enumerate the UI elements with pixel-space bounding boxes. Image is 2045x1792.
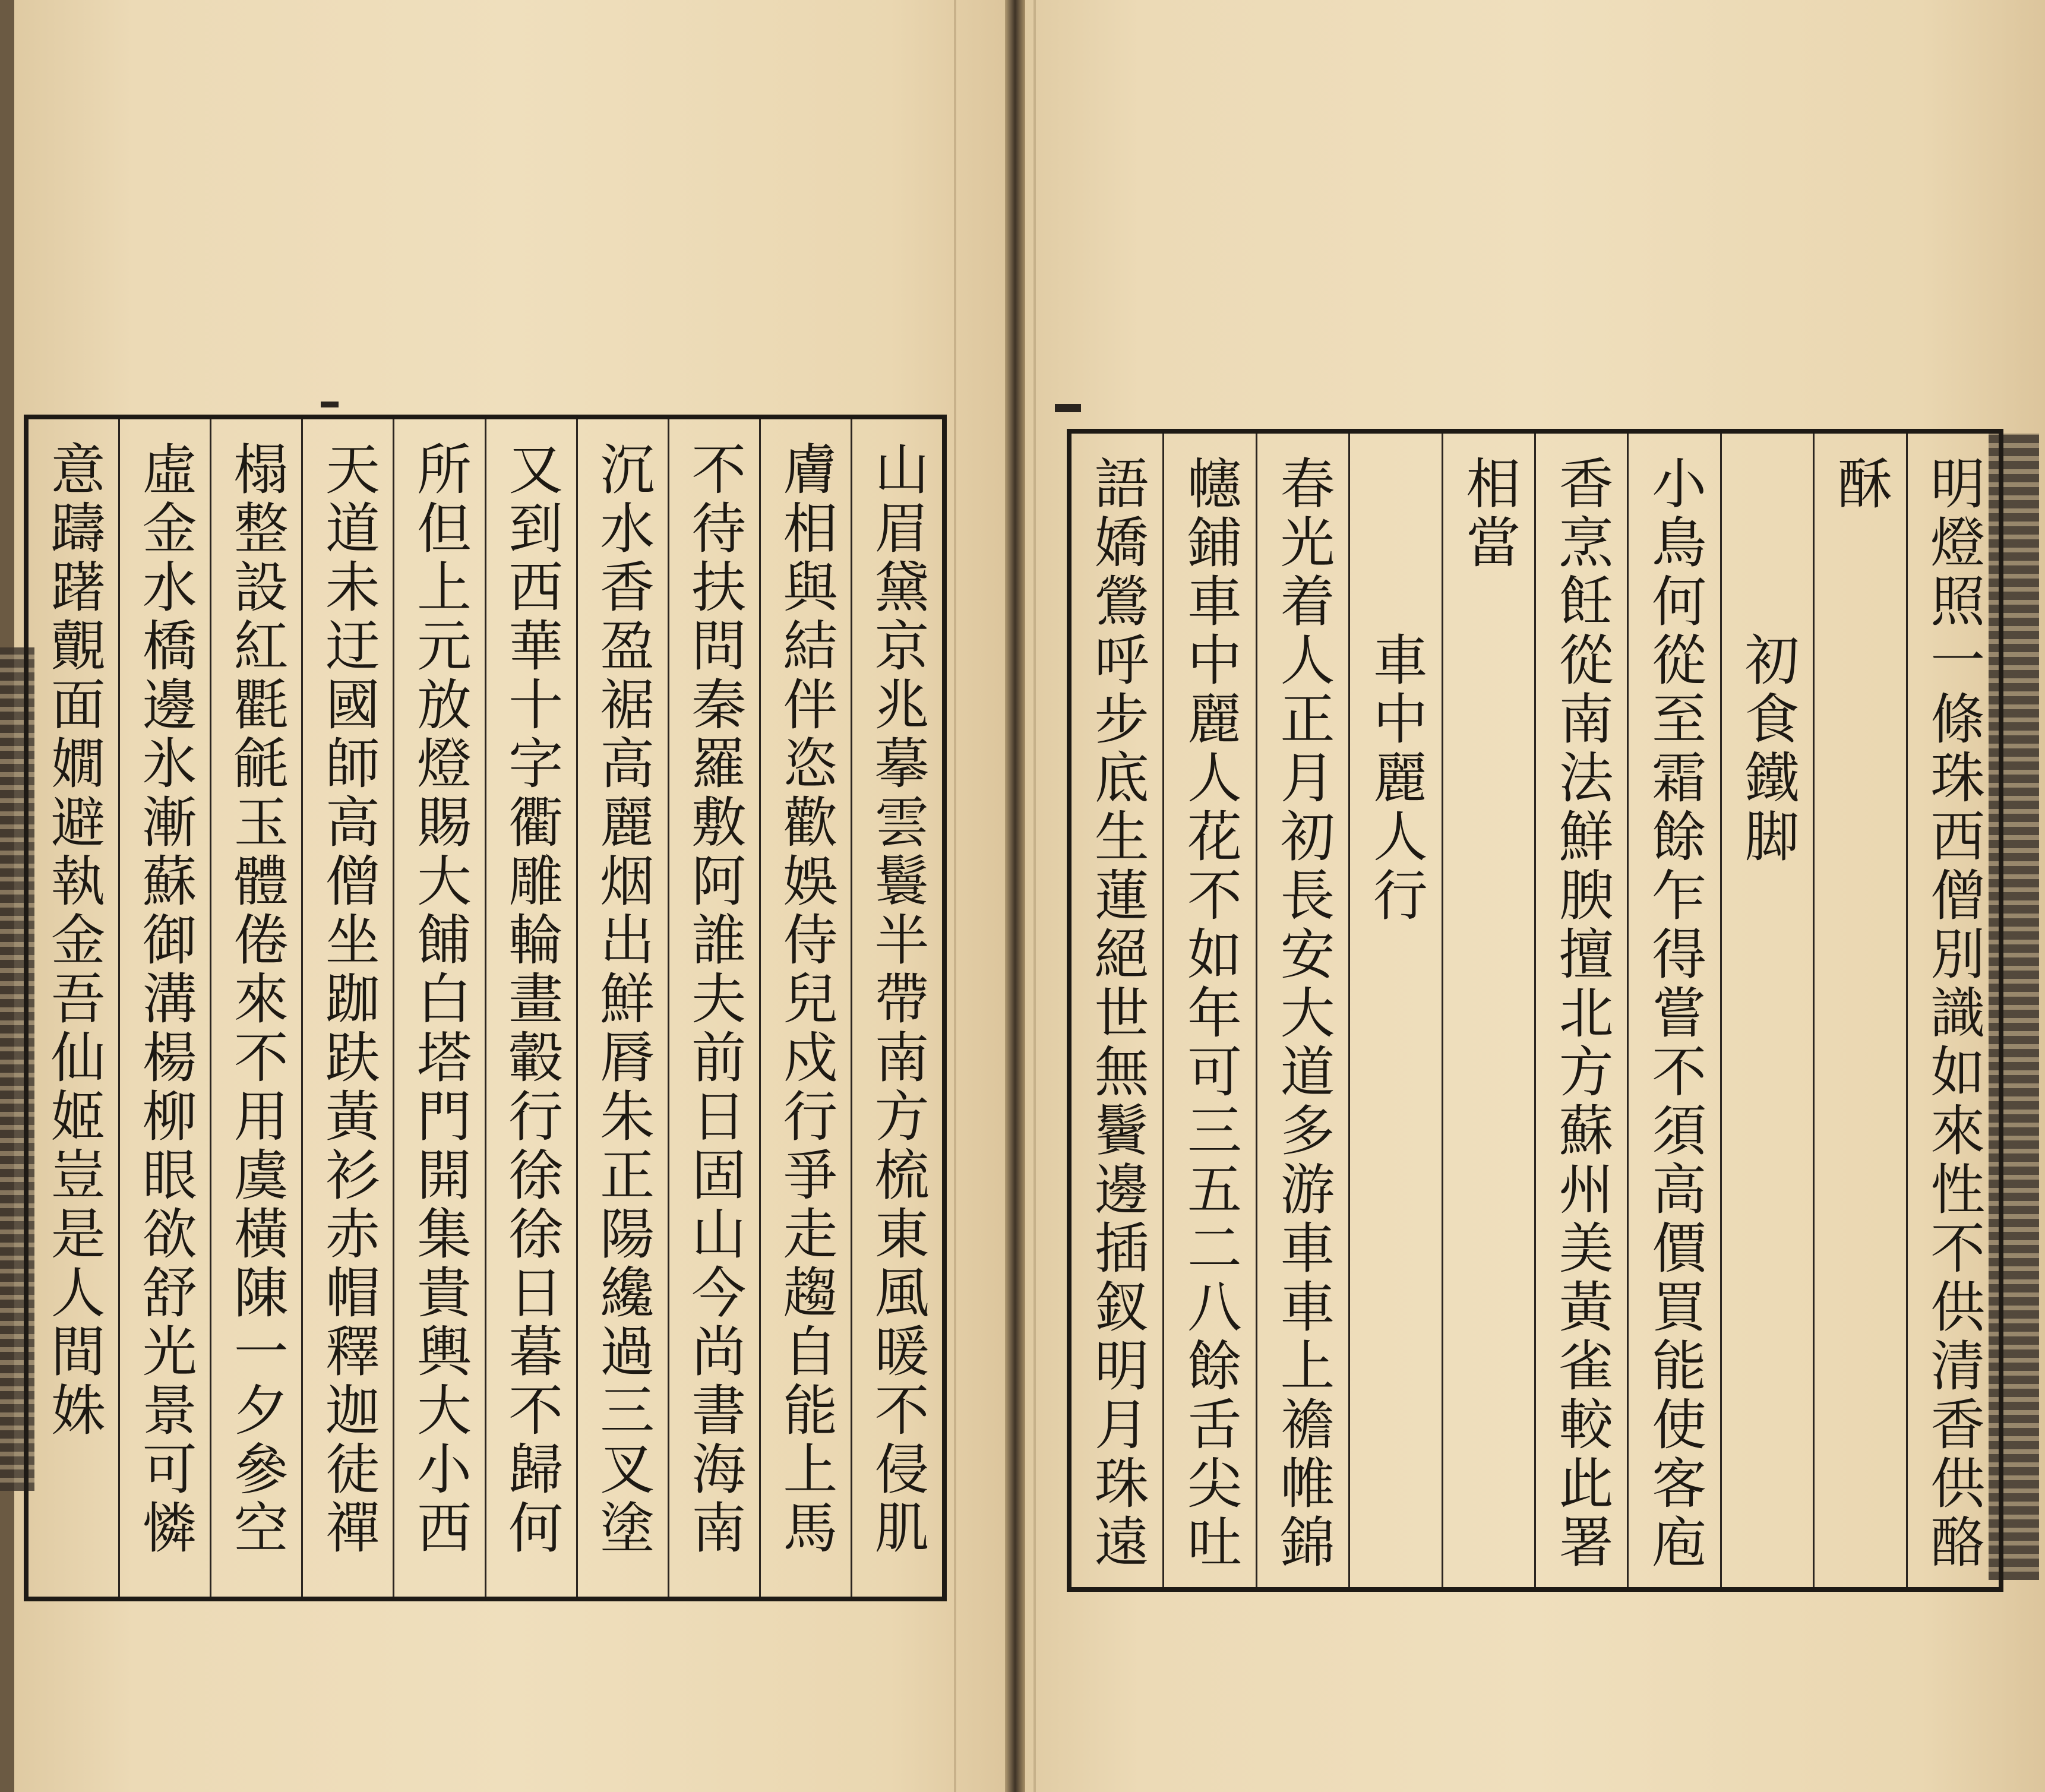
text-column: [393, 419, 484, 1597]
column-text: 語嬌鶯呼步底生蓮絕世無鬢邊插釵明月珠遠: [1085, 455, 1149, 1572]
column-text: 膚相與結伴恣歡娛侍兒戍行爭走趨自能上馬: [774, 441, 838, 1558]
text-column: [1906, 434, 1999, 1587]
column-text: 小鳥何從至霜餘乍得嘗不須高價買能使客庖: [1643, 455, 1707, 1572]
column-text: 相當: [1457, 455, 1521, 573]
column-text: 幰鋪車中麗人花不如年可三五二八餘舌尖吐: [1178, 455, 1243, 1572]
column-text: 車中麗人行: [1364, 455, 1428, 925]
column-text: 酥: [1828, 455, 1892, 514]
ink-mark: [1055, 404, 1081, 412]
column-text: 榻整設紅氍毹玉體倦來不用虞橫陳一夕參空: [225, 441, 289, 1558]
left-text-frame: [24, 415, 947, 1601]
page-fold-left: [954, 0, 956, 1792]
text-column: [1442, 434, 1534, 1587]
column-text: 天道未迂國師高僧坐跏趺黃衫赤帽釋迦徒禪: [316, 441, 380, 1558]
book-spine: [1005, 0, 1025, 1792]
column-text: 春光着人正月初長安大道多游車車上襜帷錦: [1271, 455, 1335, 1572]
column-text: 不待扶問秦羅敷阿誰夫前日固山今尚書海南: [682, 441, 747, 1558]
column-text: 明燈照一條珠西僧別識如來性不供清香供酪: [1921, 455, 1986, 1572]
text-column: [1813, 434, 1905, 1587]
column-text: 又到西華十字衢雕輪畫轂行徐徐日暮不歸何: [500, 441, 564, 1558]
ink-mark: [321, 402, 339, 407]
text-column: [1256, 434, 1348, 1587]
text-column: [29, 419, 118, 1597]
text-column: [851, 419, 942, 1597]
column-text: 意躊躇覿面嫺避執金吾仙姬豈是人間姝: [42, 441, 106, 1440]
text-column: [301, 419, 393, 1597]
column-text: 山眉黛京兆摹雲鬟半帶南方梳東風暖不侵肌: [865, 441, 930, 1558]
text-column: [1720, 434, 1813, 1587]
page-fold-right: [1033, 0, 1036, 1792]
text-column: [759, 419, 851, 1597]
text-column: [1348, 434, 1441, 1587]
text-column: [1534, 434, 1627, 1587]
text-column: [118, 419, 210, 1597]
text-column: [1162, 434, 1255, 1587]
text-column: [485, 419, 576, 1597]
column-text: 初食鐵脚: [1736, 455, 1800, 867]
text-column: [1627, 434, 1720, 1587]
text-column: [210, 419, 301, 1597]
column-text: 所但上元放燈賜大餔白塔門開集貴輿大小西: [407, 441, 472, 1558]
text-column: [668, 419, 759, 1597]
text-column: [576, 419, 668, 1597]
column-text: 香烹飪從南法鮮腴擅北方蘇州美黃雀較此署: [1550, 455, 1614, 1572]
column-text: 虛金水橋邊氷漸蘇御溝楊柳眼欲舒光景可憐: [133, 441, 197, 1558]
column-text: 沉水香盈裾高麗烟出鮮脣朱正陽纔過三叉塗: [591, 441, 655, 1558]
right-text-frame: [1067, 429, 2003, 1592]
text-column: [1072, 434, 1162, 1587]
